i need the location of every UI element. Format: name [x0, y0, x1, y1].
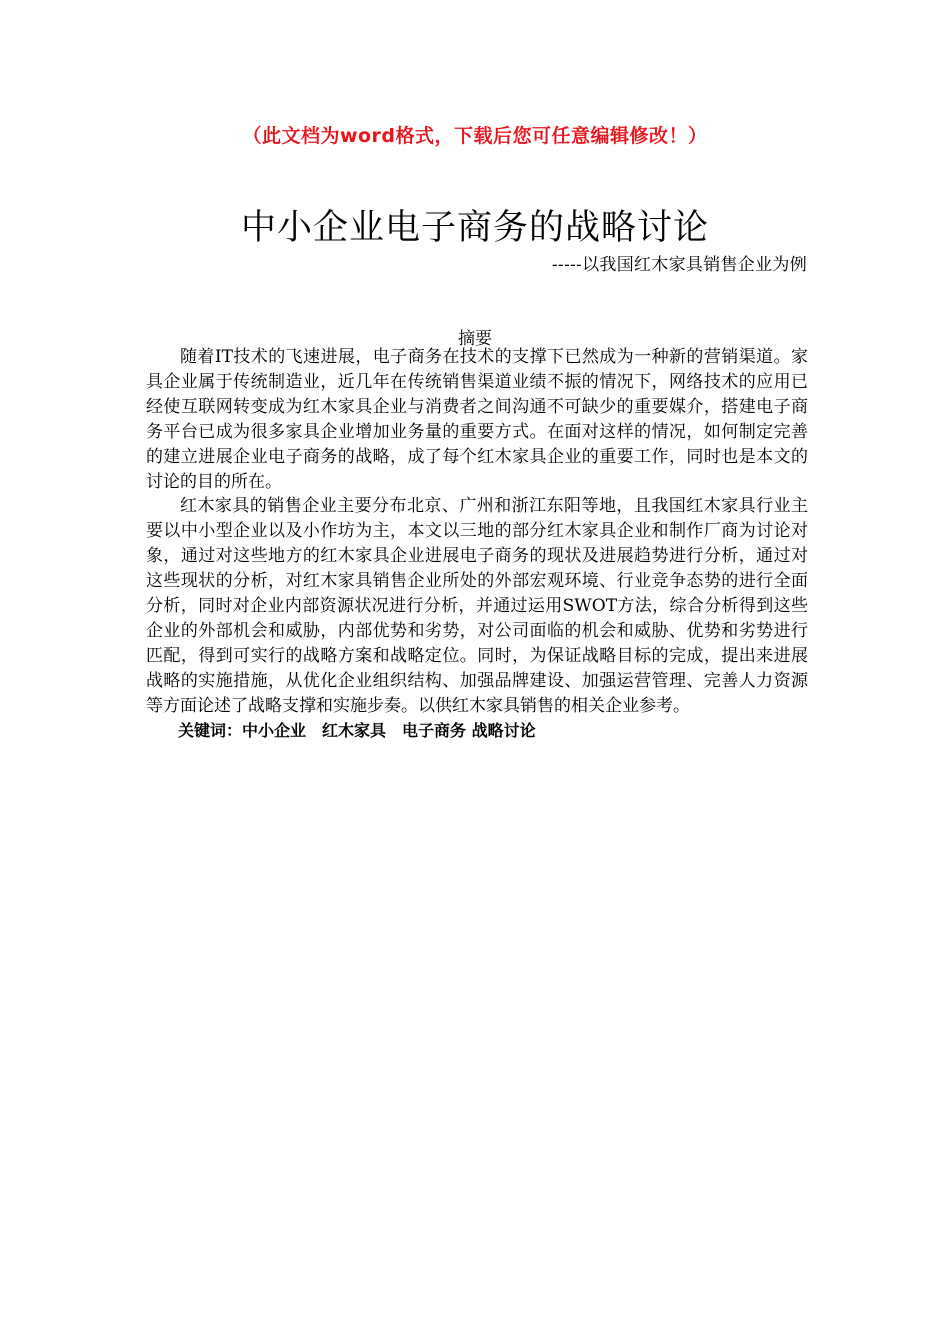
document-title: 中小企业电子商务的战略讨论 [240, 208, 709, 248]
abstract-paragraph-2: 红木家具的销售企业主要分布北京、广州和浙江东阳等地，且我国红木家具行业主要以中小型企业以及小作坊为主，本文以三地的部分红木家具企业和制作厂商为讨论对象，通过对这些地方的红木家具企业进展电子商务的现状及进展趋势进行分析，通过对这些现状的分析，对红木家具销售企业所处的外部宏观环境、行业竞争态势的进行全面分析，同时对企业内部资源状况进行分析，并通过运用SWOT方法，综合分析得到这些企业的外部机会和威胁，内部优势和劣势，对公司面临的机会和威胁、优势和劣势进行匹配，得到可实行的战略方案和战略定位。同时，为保证战略目标的完成，提出来进展战略的实施措施，从优化企业组织结构、加强品牌建设、加强运营管理、完善人力资源等方面论述了战略支撑和实施步奏。以供红木家具销售的相关企业参考。 [146, 496, 808, 716]
abstract-body [146, 345, 808, 744]
abstract-heading: 摘要 [458, 329, 492, 349]
keywords-line: 关键词：中小企业 红木家具 电子商务 战略讨论 [178, 720, 536, 740]
document-subtitle: -----以我国红木家具销售企业为例 [551, 255, 807, 275]
edit-notice: （此文档为word格式，下载后您可任意编辑修改！） [242, 125, 708, 147]
abstract-paragraph-1: 随着IT技术的飞速进展，电子商务在技术的支撑下已然成为一种新的营销渠道。家具企业属于传统制造业，近几年在传统销售渠道业绩不振的情况下，网络技术的应用已经使互联网转变成为红木家具企业与消费者之间沟通不可缺少的重要媒介，搭建电子商务平台已成为很多家具企业增加业务量的重要方式。在面对这样的情况，如何制定完善的建立进展企业电子商务的战略，成了每个红木家具企业的重要工作，同时也是本文的讨论的目的所在。 [146, 347, 808, 492]
